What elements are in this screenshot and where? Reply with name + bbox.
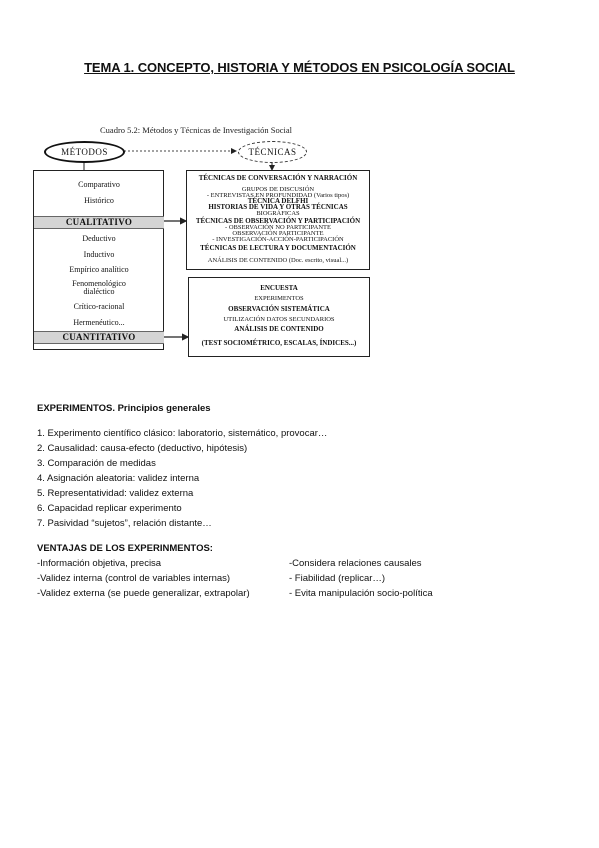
qual-line: GRUPOS DE DISCUSIÓN	[241, 186, 315, 193]
band-cuantitativo: CUANTITATIVO	[34, 331, 164, 344]
principle-item: 1. Experimento científico clásico: laboratorio, sistemático, provocar…	[37, 428, 328, 439]
principle-item: 6. Capacidad replicar experimento	[37, 503, 182, 514]
ventaja-left: -Validez externa (se puede generalizar, extrapolar)	[37, 588, 250, 599]
qual-line: TÉCNICA DELFHI	[247, 197, 309, 205]
ventaja-right: -Considera relaciones causales	[289, 558, 422, 569]
qual-line: OBSERVACIÓN PARTICIPANTE	[232, 230, 324, 237]
quant-line: (TEST SOCIOMÉTRICO, ESCALAS, ÍNDICES...)	[201, 339, 357, 347]
qual-line: HISTORIAS DE VIDA Y OTRAS TÉCNICAS	[208, 203, 348, 211]
qual-line: TÉCNICAS DE OBSERVACIÓN Y PARTICIPACIÓN	[195, 217, 361, 225]
principle-item: 4. Asignación aleatoria: validez interna	[37, 473, 200, 484]
qual-line: TÉCNICAS DE LECTURA Y DOCUMENTACIÓN	[200, 244, 356, 252]
method-inductivo: Inductivo	[83, 250, 115, 259]
ventaja-right: - Evita manipulación socio-política	[289, 588, 433, 599]
ventaja-left: -Validez interna (control de variables internas)	[37, 573, 231, 584]
principle-item: 2. Causalidad: causa-efecto (deductivo, hipótesis)	[37, 443, 248, 454]
qual-line: - ENTREVISTAS EN PROFUNDIDAD (Varios tipos)	[206, 192, 350, 199]
method-historico: Histórico	[84, 196, 114, 205]
experimentos-heading: EXPERIMENTOS. Principios generales	[37, 403, 211, 414]
qual-line: TÉCNICAS DE CONVERSACIÓN Y NARRACIÓN	[198, 174, 358, 182]
qual-line: ANÁLISIS DE CONTENIDO (Doc. escrito, visual...)	[207, 257, 349, 264]
method-empirico: Empírico analítico	[69, 265, 129, 274]
band-cualitativo: CUALITATIVO	[34, 216, 164, 229]
qual-line: - INVESTIGACIÓN-ACCIÓN-PARTICIPACIÓN	[212, 236, 344, 243]
method-hermeneutico: Hermenéutico...	[73, 318, 125, 327]
metodos-oval: MÉTODOS	[44, 141, 125, 163]
method-fenomenologico: Fenomenológico dialéctico	[72, 279, 126, 296]
quant-line: EXPERIMENTOS	[254, 295, 304, 302]
ventaja-right: - Fiabilidad (replicar…)	[289, 573, 386, 584]
ventaja-left: -Información objetiva, precisa	[37, 558, 162, 569]
methods-box	[33, 170, 164, 350]
quant-line: ANÁLISIS DE CONTENIDO	[234, 325, 324, 333]
principle-item: 5. Representatividad: validez externa	[37, 488, 194, 499]
diagram-caption: Cuadro 5.2: Métodos y Técnicas de Investigación Social	[100, 125, 292, 135]
quantitative-techniques-box	[188, 277, 370, 357]
qualitative-techniques-box	[186, 170, 370, 270]
tecnicas-oval: TÉCNICAS	[238, 141, 307, 163]
quant-line: OBSERVACIÓN SISTEMÁTICA	[228, 305, 330, 313]
principle-item: 3. Comparación de medidas	[37, 458, 156, 469]
principle-item: 7. Pasividad “sujetos”, relación distante…	[37, 518, 212, 529]
quant-line: ENCUESTA	[260, 284, 298, 292]
ventajas-heading: VENTAJAS DE LOS EXPERINMENTOS:	[37, 543, 213, 554]
quant-line: UTILIZACIÓN DATOS SECUNDARIOS	[223, 316, 335, 323]
page-title: TEMA 1. CONCEPTO, HISTORIA Y MÉTODOS EN PSICOLOGÍA SOCIAL	[84, 60, 515, 75]
method-critico: Crítico-racional	[73, 302, 125, 311]
method-comparativo: Comparativo	[78, 180, 120, 189]
qual-line: - OBSERVACIÓN NO PARTICIPANTE	[225, 224, 331, 231]
method-deductivo: Deductivo	[82, 234, 116, 243]
qual-line: BIOGRÁFICAS	[256, 210, 300, 217]
